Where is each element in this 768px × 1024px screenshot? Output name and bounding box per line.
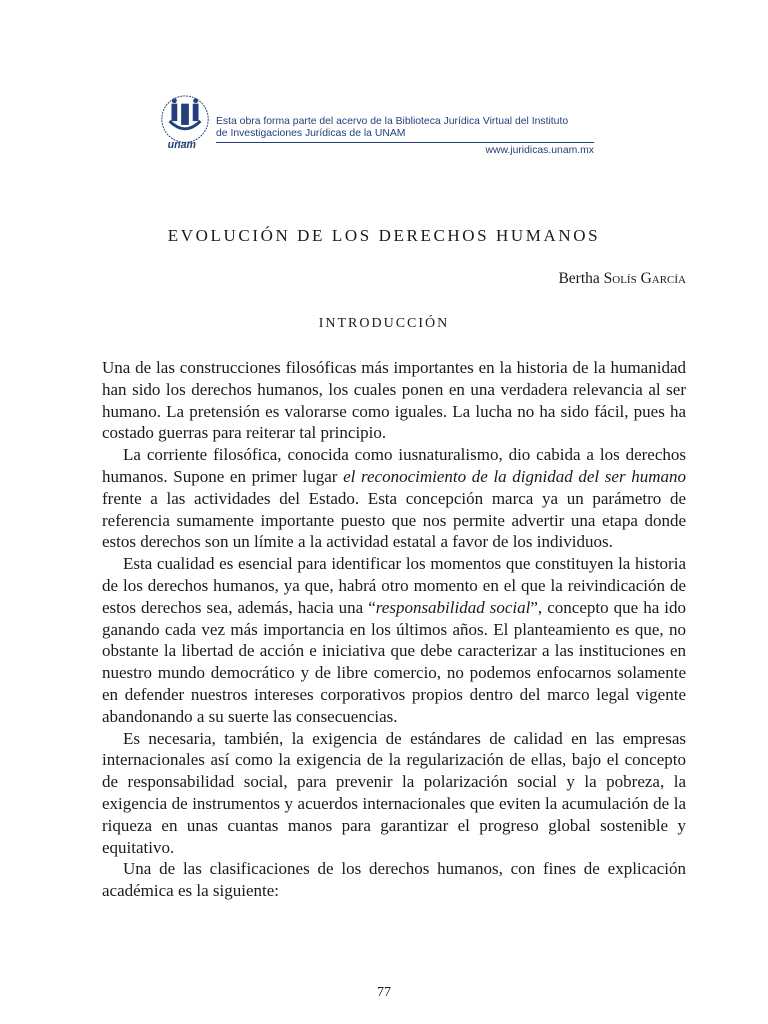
section-heading: INTRODUCCIÓN — [318, 316, 450, 331]
header-notice-line1: Esta obra forma parte del acervo de la Biblioteca Jurídica Virtual del Instituto — [216, 116, 569, 127]
paragraph-2 — [102, 444, 686, 553]
author-given-name: Bertha — [558, 270, 600, 287]
paragraph-3 — [102, 553, 686, 727]
header-rule — [216, 142, 594, 143]
chapter-title: EVOLUCIÓN DE LOS DERECHOS HUMANOS — [167, 226, 601, 245]
logo-wordmark: unam — [167, 139, 196, 152]
paragraph-3-emphasis: responsabilidad social — [375, 597, 531, 617]
paragraph-4: Es necesaria, también, la exigencia de estándares de calidad en las empresas internacionales así como la exigencia de la regularización de ellas, bajo el concepto de responsabilidad social, para prevenir la polarización social y la pobreza, la exigencia de instrumentos y acuerdos internacionales que eviten la acumulación de la riqueza en unas cuantas manos para garantizar el progreso global sostenible y equitativo. — [102, 728, 686, 857]
paragraph-3-text-b: ”, concepto que ha ido ganando cada vez más importancia en los últimos años. El planteamiento es que, no obstante la libertad de acción e iniciativa que debe caracterizar a las instituciones en nuestro mundo democrático y de libre comercio, no podemos enfocarnos solamente en defender nuestros intereses corporativos propios dentro del marco legal vigente abandonando a su suerte las consecuencias. — [102, 597, 687, 726]
paragraph-5: Una de las clasificaciones de los derechos humanos, con fines de explicación académica es la siguiente: — [102, 859, 686, 901]
paragraph-3-text-a: Esta cualidad es esencial para identificar los momentos que constituyen la historia de los derechos humanos, ya que, habrá otro momento en el que la reivindicación de estos derechos sea, además, hacia una “ — [102, 554, 686, 617]
paragraph-2-emphasis: el reconocimiento de la dignidad del ser humano — [343, 466, 686, 486]
header-notice — [216, 116, 596, 140]
header-notice-line2: de Investigaciones Jurídicas de la UNAM — [216, 128, 406, 139]
header-url-link[interactable]: www.juridicas.unam.mx — [485, 145, 594, 156]
body-text — [102, 357, 686, 902]
paragraph-2-text-b: frente a las actividades del Estado. Esta concepción marca ya un parámetro de referencia sumamente importante puesto que nos permite advertir una etapa donde estos derechos son un límite a la actividad estatal a favor de los individuos. — [102, 488, 686, 552]
page-header — [156, 92, 596, 162]
author-family-name: Solís García — [603, 270, 686, 287]
page-number: 77 — [377, 985, 391, 1000]
unam-iij-logo — [156, 94, 214, 152]
paragraph-2-text-a: La corriente filosófica, conocida como iusnaturalismo, dio cabida a los derechos humanos. Supone en primer lugar — [102, 445, 686, 486]
author-name — [558, 270, 686, 288]
paragraph-1: Una de las construcciones filosóficas más importantes en la historia de la humanidad han sido los derechos humanos, los cuales ponen en una verdadera relevancia al ser humano. La pretensión es valorarse como iguales. La lucha no ha sido fácil, pues ha costado guerras para reiterar tal principio. — [102, 358, 686, 443]
